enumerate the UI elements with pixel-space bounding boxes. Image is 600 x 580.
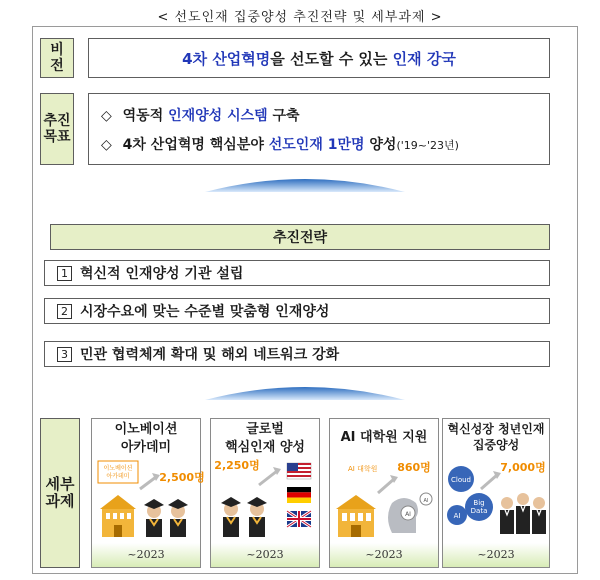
goal-2-text-b: 양성 <box>364 137 397 153</box>
vision-highlight-1: 4차 산업혁명 <box>182 49 271 68</box>
card-title: 글로벌 핵심인재 양성 <box>225 422 305 455</box>
cloud-bigdata-ai-people-icon <box>447 459 547 541</box>
goal-2-text-a: 4차 산업혁명 핵심분야 <box>122 137 269 153</box>
svg-text:AI: AI <box>423 498 429 504</box>
svg-text:Big: Big <box>473 499 485 507</box>
strategy-item-2 <box>44 298 550 324</box>
svg-text:7,000명: 7,000명 <box>500 461 546 474</box>
number-box: 2 <box>57 304 72 319</box>
card-title: AI 대학원 지원 <box>340 430 428 445</box>
diamond-bullet-icon: ◇ <box>101 108 112 124</box>
task-card-innovation-academy <box>91 418 205 568</box>
goal-1-text-b: 구축 <box>267 108 300 124</box>
vision-label: 비 전 <box>40 38 74 78</box>
card-footer: ~2023 <box>443 543 549 567</box>
svg-text:AI 대학원: AI 대학원 <box>348 465 378 473</box>
goal-1-highlight: 인재양성 시스템 <box>168 108 268 124</box>
goals-label: 추진 목표 <box>40 93 74 165</box>
goal-1-text-a: 역동적 <box>122 108 169 124</box>
number-box: 1 <box>57 266 72 281</box>
task-card-ai-graduate-school <box>329 418 439 568</box>
page-title: < 선도인재 집중양성 추진전략 및 세부과제 > <box>157 10 443 25</box>
card-footer: ~2023 <box>92 543 200 567</box>
vision-highlight-2: 인재 강국 <box>392 49 456 68</box>
number-box: 3 <box>57 347 72 362</box>
svg-text:AI: AI <box>405 511 411 518</box>
strategy-text: 혁신적 인재양성 기관 설립 <box>80 266 244 282</box>
tasks-label: 세부 과제 <box>40 418 80 568</box>
chevron-up-arrow-icon <box>205 170 405 192</box>
strategy-header: 추진전략 <box>50 224 550 250</box>
svg-text:2,250명: 2,250명 <box>214 459 260 472</box>
strategy-item-1 <box>44 260 550 286</box>
card-title: 혁신성장 청년인재 집중양성 <box>447 422 545 453</box>
task-card-youth-talent <box>442 418 550 568</box>
svg-text:2,500명: 2,500명 <box>159 471 205 484</box>
svg-text:아카데미: 아카데미 <box>106 473 130 480</box>
task-card-global-talent <box>210 418 320 568</box>
ai-university-icon <box>334 459 434 541</box>
strategy-text: 시장수요에 맞는 수준별 맞춤형 인재양성 <box>80 304 330 320</box>
goals-box <box>88 93 550 165</box>
chevron-up-arrow-icon <box>205 378 405 400</box>
cloud-bubble-label: Cloud <box>451 476 471 484</box>
goal-item-2 <box>101 134 459 154</box>
card-footer: ~2023 <box>211 543 319 567</box>
strategy-item-3 <box>44 341 550 367</box>
vision-box <box>88 38 550 78</box>
diamond-bullet-icon: ◇ <box>101 137 112 153</box>
vision-text <box>89 39 549 77</box>
card-footer: ~2023 <box>330 543 438 567</box>
goal-2-highlight: 선도인재 1만명 <box>268 137 365 153</box>
flags-graduates-icon <box>215 459 315 541</box>
goal-item-1 <box>101 105 300 125</box>
svg-text:이노베이션: 이노베이션 <box>103 465 133 472</box>
academy-building-graduates-icon <box>96 459 205 541</box>
goal-2-period: ('19~'23년) <box>396 139 459 152</box>
svg-text:Data: Data <box>470 507 488 515</box>
vision-middle: 을 선도할 수 있는 <box>270 49 393 68</box>
strategy-text: 민관 협력체계 확대 및 해외 네트워크 강화 <box>80 347 340 363</box>
svg-text:860명: 860명 <box>397 461 431 474</box>
ai-bubble-label: AI <box>453 512 461 520</box>
card-title: 이노베이션 아카데미 <box>114 422 178 455</box>
